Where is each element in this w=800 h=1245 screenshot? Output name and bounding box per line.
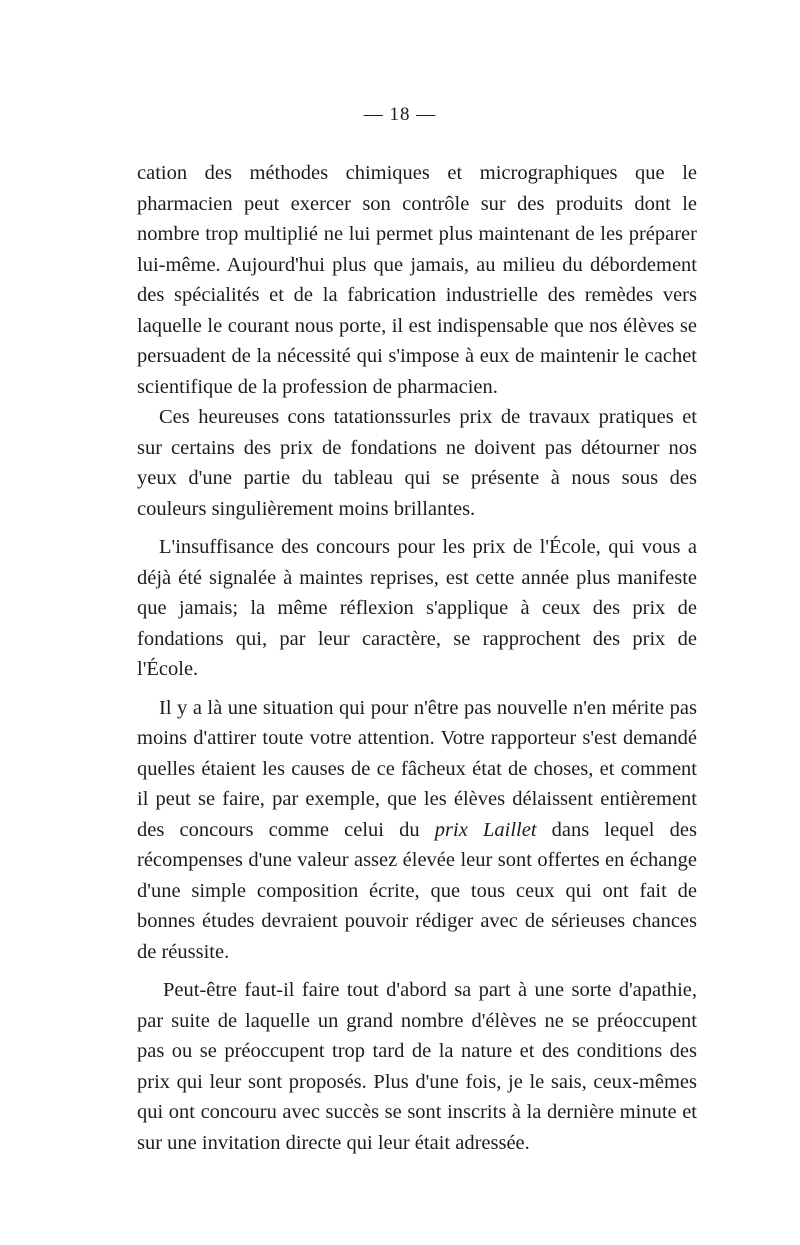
paragraph-constatations: Ces heureuses cons tatationssurles prix de travaux pratiques et sur certains des prix de fondations ne doivent pas détourner nos yeux d'une partie du tableau qui se présente à nous sous des couleurs singulièrement moins brillantes.	[137, 406, 697, 520]
paragraph-situation-end: dans lequel des récompenses d'une valeur assez élevée leur sont offertes en échange d'une simple composition écrite, que tous ceux qui ont fait de bonnes études devraient pouvoir rédiger avec de sérieuses chances de réussite.	[137, 818, 697, 963]
paragraph-continuation: cation des méthodes chimiques et micrographiques que le pharmacien peut exercer son contrôle sur des produits dont le nombre trop multiplié ne lui permet plus maintenant de les préparer lui-même. Aujourd'hui plus que jamais, au milieu du débordement des spécialités et de la fabrication industrielle des remèdes vers laquelle le courant nous porte, il est indispensable que nos élèves se persuadent de la nécessité qui s'impose à eux de maintenir le cachet scientifique de la profession de pharmacien.	[137, 162, 697, 398]
paragraph-situation	[137, 693, 697, 968]
paragraph-situation-start: Il y a là une situation qui pour n'être pas nouvelle n'en mérite pas moins d'attirer toute votre attention. Votre rapporteur s'est demandé quelles étaient les causes de ce fâcheux état de choses, et comment il peut se faire, par exemple, que les élèves délaissent entièrement des concours comme celui du	[137, 696, 697, 841]
page-number: — 18 —	[363, 104, 437, 125]
paragraph-insuffisance: L'insuffisance des concours pour les prix de l'École, qui vous a déjà été signalée à maintes reprises, est cette année plus manifeste que jamais; la même réflexion s'applique à ceux des prix de fondations qui, par leur caractère, se rapprochent des prix de l'École.	[137, 536, 697, 680]
prix-laillet-emphasis: prix Laillet	[434, 818, 537, 841]
body-text	[137, 158, 697, 1158]
paragraph-apathie: Peut-être faut-il faire tout d'abord sa part à une sorte d'apathie, par suite de laquelle un grand nombre d'élèves ne se préoccupent pas ou se préoccupent trop tard de la nature et des conditions des prix qui leur sont proposés. Plus d'une fois, je le sais, ceux-mêmes qui ont concouru avec succès se sont inscrits à la dernière minute et sur une invitation directe qui leur était adressée.	[137, 979, 697, 1154]
